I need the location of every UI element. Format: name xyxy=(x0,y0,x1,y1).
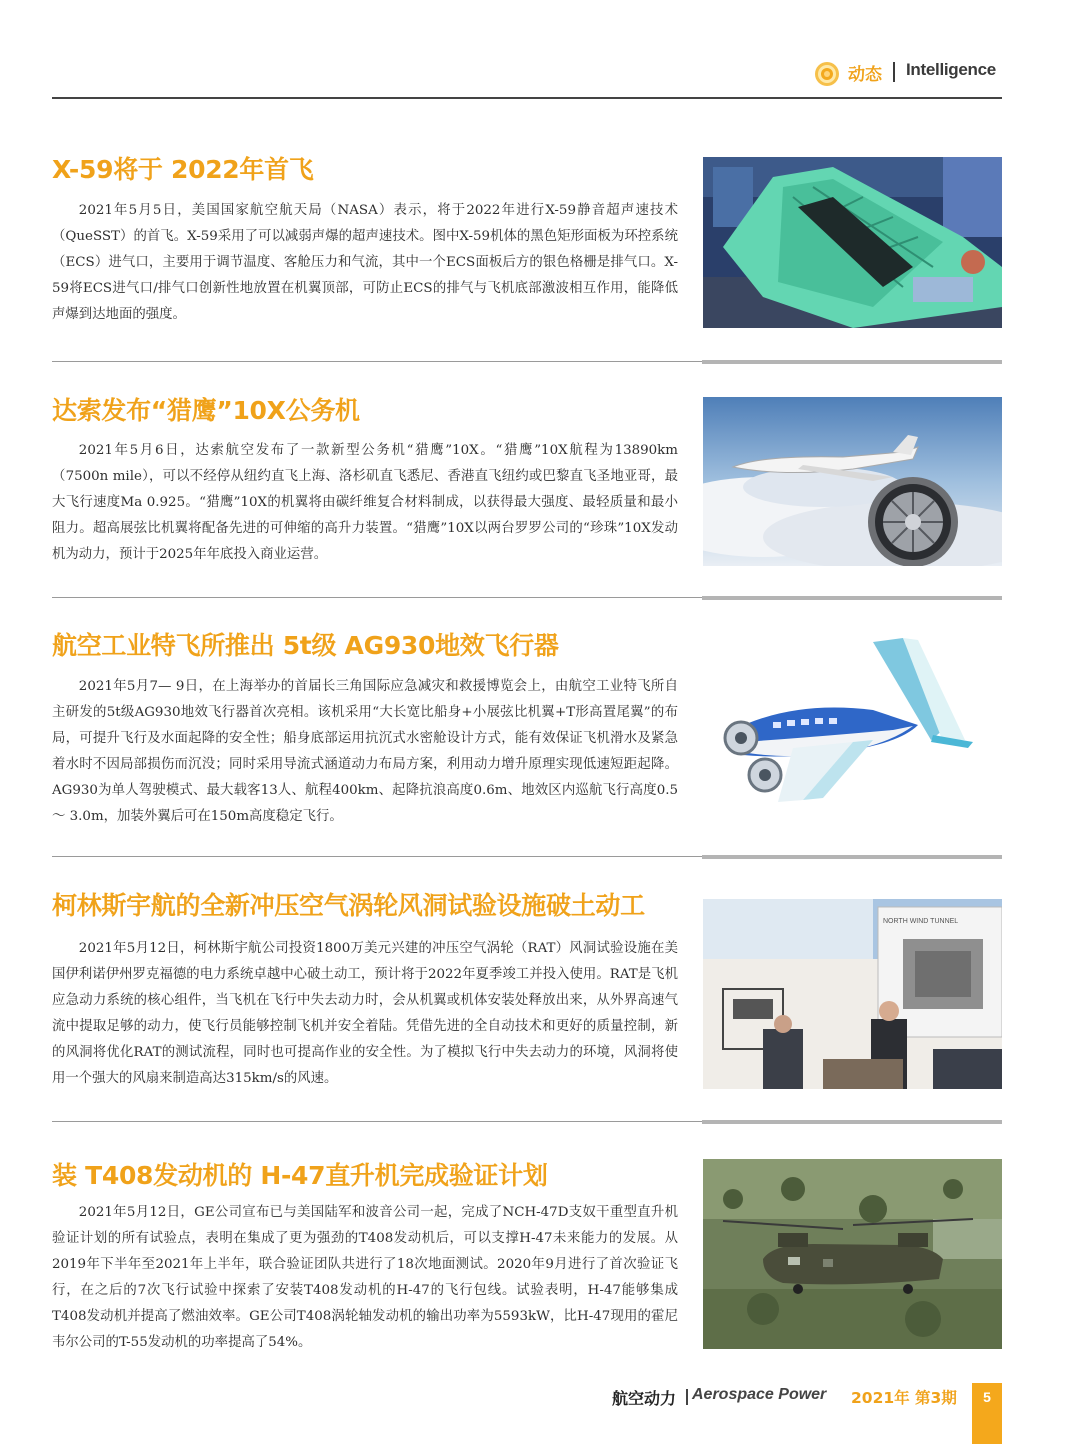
ag930-wig-craft-photo xyxy=(703,630,1002,826)
magazine-name-en: Aerospace Power xyxy=(692,1386,827,1403)
magazine-name-cn: 航空动力 xyxy=(612,1389,677,1408)
page-number-tab xyxy=(972,1383,1002,1444)
article-title: 达索发布“猎鹰”10X公务机 xyxy=(52,396,360,425)
x59-assembly-photo xyxy=(703,157,1002,328)
article-title: 航空工业特飞所推出 5t级 AG930地效飞行器 xyxy=(52,631,559,660)
article-body: 2021年5月12日，柯林斯宇航公司投资1800万美元兴建的冲压空气涡轮（RAT）风洞试验设施在美国伊利诺伊州罗克福德的电力系统卓越中心破土动工，预计将于2022年夏季竣工并投入使用。RAT是飞机应急动力系统的核心组件，当飞机在飞行中失去动力时，会从机翼或机体安装处释放出来，从外界高速气流中提取足够的动力，使飞行员能够控制飞机并安全着陆。凭借先进的全自动技术和更好的质量控制，新的风洞将优化RAT的测试流程，同时也可提高作业的安全性。为了模拟飞行中失去动力的环境，风洞将使用一个强大的风扇来制造高达315km/s的风速。 xyxy=(52,941,678,1086)
section-label-cn: 动态 xyxy=(848,65,882,85)
sun-logo-icon xyxy=(814,61,840,87)
section-label-en: Intelligence xyxy=(906,60,996,79)
header-separator xyxy=(893,62,895,82)
article-title: X-59将于 2022年首飞 xyxy=(52,155,314,184)
article-title: 装 T408发动机的 H-47直升机完成验证计划 xyxy=(52,1161,548,1190)
wind-tunnel-groundbreaking-photo xyxy=(703,899,1002,1089)
article-body: 2021年5月12日，GE公司宣布已与美国陆军和波音公司一起，完成了NCH-47D支奴干重型直升机验证计划的所有试验点，表明在集成了更为强劲的T408发动机后，可以支撑H-47未来能力的发展。从2019年下半年至2021年上半年，联合验证团队共进行了18次地面测试。2020年9月进行了首次验证飞行，在之后的7次飞行试验中探索了安装T408发动机的H-47的飞行包线。试验表明，H-47能够集成T408发动机并提高了燃油效率。GE公司T408涡轮轴发动机的输出功率为5593kW，比H-47现用的霍尼韦尔公司的T-55发动机的功率提高了54%。 xyxy=(52,1205,678,1350)
article-body: 2021年5月7— 9日，在上海举办的首届长三角国际应急减灾和救援博览会上，由航空工业特飞所自主研发的5t级AG930地效飞行器首次亮相。该机采用“大长宽比船身+小展弦比机翼+T形高置尾翼”的布局，可提升飞行及水面起降的安全性；船身底部运用抗沉式水密舱设计方式，能有效保证飞机滑水及紧急着水时不因局部损伤而沉没；同时采用导流式涵道动力布局方案，利用动力增升原理实现低速短距起降。AG930为单人驾驶模式、最大载客13人、航程400km、起降抗浪高度0.6m、地效区内巡航飞行高度0.5 ～ 3.0m，加装外翼后可在150m高度稳定飞行。 xyxy=(52,679,678,824)
article-body: 2021年5月5日，美国国家航空航天局（NASA）表示，将于2022年进行X-59静音超声速技术（QueSST）的首飞。X-59采用了可以减弱声爆的超声速技术。图中X-59机体的黑色矩形面板为环控系统（ECS）进气口，主要用于调节温度、客舱压力和气流，其中一个ECS面板后方的银色格栅是排气口。X-59将ECS进气口/排气口创新性地放置在机翼顶部，可防止ECS的排气与飞机底部激波相互作用，能降低声爆到达地面的强度。 xyxy=(52,203,678,322)
header-rule xyxy=(52,97,1002,99)
footer-separator xyxy=(686,1389,688,1405)
falcon-10x-photo xyxy=(703,397,1002,566)
article-body: 2021年5月6日，达索航空发布了一款新型公务机“猎鹰”10X。“猎鹰”10X航程为13890km（7500n mile），可以不经停从纽约直飞上海、洛杉矶直飞悉尼、香港直飞纽约或巴黎直飞圣地亚哥，最大飞行速度Ma 0.925。“猎鹰”10X的机翼将由碳纤维复合材料制成，以获得最大强度、最轻质量和最小阻力。超高展弦比机翼将配备先进的可伸缩的高升力装置。“猎鹰”10X以两台罗罗公司的“珍珠”10X发动机为动力，预计于2025年年底投入商业运营。 xyxy=(52,443,678,562)
page-number: 5 xyxy=(983,1389,991,1405)
wind-tunnel-sign: NORTH WIND TUNNEL xyxy=(883,918,959,925)
issue-label: 2021年 第3期 xyxy=(851,1389,957,1407)
article-title: 柯林斯宇航的全新冲压空气涡轮风洞试验设施破土动工 xyxy=(52,891,645,920)
h47-chinook-photo xyxy=(703,1159,1002,1349)
